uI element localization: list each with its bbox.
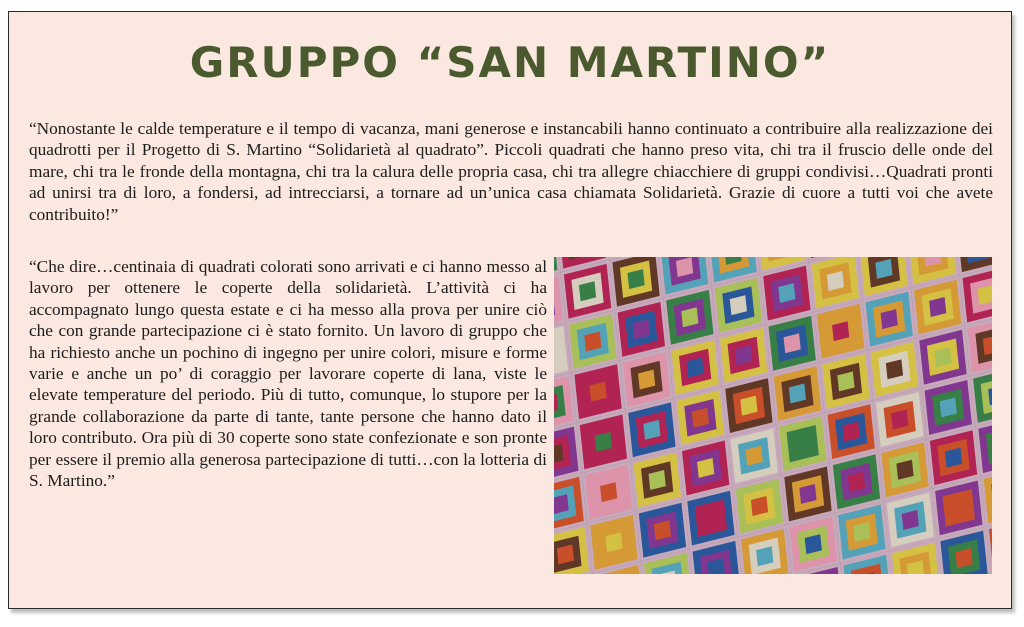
- crochet-blanket-image: [554, 257, 992, 574]
- article-title: GRUPPO “SAN MARTINO”: [189, 38, 831, 87]
- article-paragraph-2: “Che dire…centinaia di quadrati colorati sono arrivati e ci hanno messo al lavoro per ottenere le coperte della solidarietà. L’attività ci ha accompagnato lungo questa estate e ci ha messo alla prova per unire ciò che con grande partecipazione ci è stato fornito. Un lavoro di gruppo che ha richiesto anche un pochino di ingegno per unire colori, misure e forme varie e anche un po’ di coraggio per lavorare coperte di lana, viste le elevate temperature del periodo. Più di tutto, comunque, lo stupore per la grande collaborazione da parte di tante, tante persone che hanno dato il loro contributo. Ora più di 30 coperte sono state confezionate e son pronte per essere il premio alla generosa partecipazione di tutti…con la lotteria di S. Martino.”: [29, 257, 547, 491]
- crochet-blanket-photo: [554, 257, 992, 574]
- article-box: [8, 11, 1012, 609]
- article-paragraph-1: “Nonostante le calde temperature e il tempo di vacanza, mani generose e instancabili hanno continuato a contribuire alla realizzazione dei quadrotti per il Progetto di S. Martino “Solidarietà al quadrato”. Piccoli quadrati che hanno preso vita, chi tra il fruscio delle onde del mare, chi tra le fronde della montagna, chi tra la calura delle propria casa, chi tra allegre chiacchiere di gruppi condivisi…Quadrati pronti ad unirsi tra di loro, a fondersi, ad intrecciarsi, a tornare ad un’unica casa chiamata Solidarietà. Grazie di cuore a tutti voi che avete contribuito!”: [29, 119, 993, 224]
